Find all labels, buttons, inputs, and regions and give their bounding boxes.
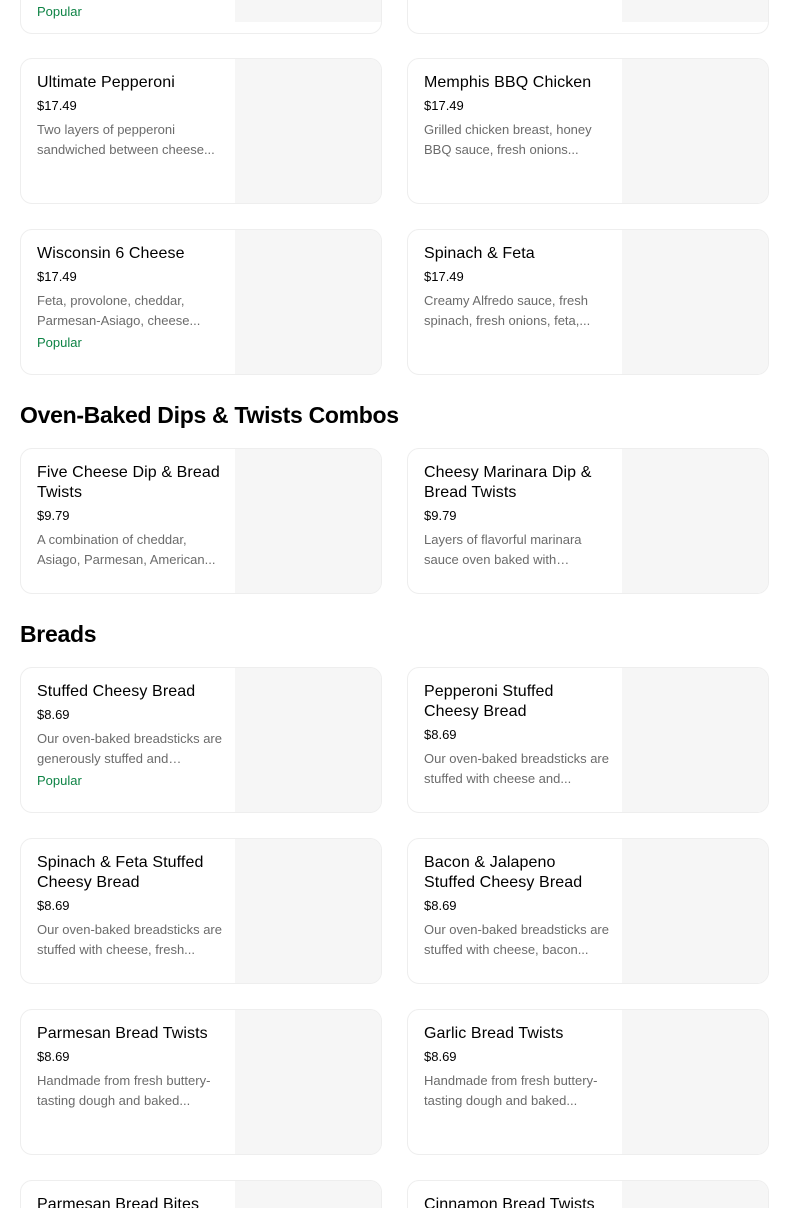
- section-title-dips-twists: Oven-Baked Dips & Twists Combos: [20, 402, 399, 428]
- item-price: $17.49: [37, 269, 77, 284]
- item-image-placeholder: [235, 59, 381, 203]
- item-description: Handmade from fresh buttery-tasting dough and baked...: [424, 1073, 598, 1108]
- item-image-placeholder: [622, 59, 768, 203]
- section-title-breads: Breads: [20, 621, 97, 647]
- item-title: Bacon & Jalapeno Stuffed Cheesy Bread: [424, 854, 583, 891]
- item-price: $8.69: [37, 707, 70, 722]
- menu-item-parmesan-bread-bites[interactable]: [20, 1180, 382, 1208]
- item-title: Parmesan Bread Twists: [37, 1025, 208, 1042]
- item-image-placeholder: [622, 839, 768, 983]
- menu-item-memphis-bbq-chicken[interactable]: [407, 58, 769, 204]
- item-image-placeholder: [235, 0, 381, 22]
- item-image-placeholder: [622, 0, 768, 22]
- menu-item-wisconsin-6-cheese[interactable]: [20, 229, 382, 375]
- item-price: $8.69: [424, 1049, 457, 1064]
- menu-item-cinnamon-bread-twists[interactable]: [407, 1180, 769, 1208]
- item-price: $17.49: [424, 98, 464, 113]
- menu-item-card[interactable]: [20, 0, 382, 34]
- item-title: Five Cheese Dip & Bread Twists: [37, 464, 220, 501]
- item-description: Creamy Alfredo sauce, fresh spinach, fresh onions, feta,...: [424, 293, 591, 328]
- menu-item-spinach-feta[interactable]: [407, 229, 769, 375]
- item-price: $8.69: [424, 727, 457, 742]
- item-image-placeholder: [622, 449, 768, 593]
- menu-item-pepperoni-stuffed-cheesy-bread[interactable]: [407, 667, 769, 813]
- item-description: Our oven-baked breadsticks are generously stuffed and: [37, 731, 222, 766]
- item-image-placeholder: [235, 668, 381, 812]
- menu-item-spinach-feta-stuffed-cheesy-bread[interactable]: [20, 838, 382, 984]
- item-price: $9.79: [37, 508, 70, 523]
- item-image-placeholder: [235, 1181, 381, 1208]
- item-description: Our oven-baked breadsticks are stuffed with cheese and...: [424, 751, 609, 786]
- item-description: Layers of flavorful marinara sauce oven baked with: [424, 532, 582, 567]
- popular-badge: Popular: [37, 335, 82, 350]
- item-image-placeholder: [622, 668, 768, 812]
- item-image-placeholder: [622, 1010, 768, 1154]
- item-title: Stuffed Cheesy Bread: [37, 683, 196, 700]
- item-description: Handmade from fresh buttery-tasting dough and baked...: [37, 1073, 211, 1108]
- popular-badge: Popular: [37, 773, 82, 788]
- item-price: $8.69: [424, 898, 457, 913]
- item-title: Pepperoni Stuffed Cheesy Bread: [424, 683, 554, 720]
- menu-item-five-cheese-dip[interactable]: [20, 448, 382, 594]
- item-title: Cinnamon Bread Twists: [424, 1196, 595, 1208]
- item-title: Cheesy Marinara Dip & Bread Twists: [424, 464, 592, 501]
- item-price: $8.69: [37, 1049, 70, 1064]
- item-description: Feta, provolone, cheddar, Parmesan-Asiago, cheese...: [37, 293, 201, 328]
- item-description: Our oven-baked breadsticks are stuffed with cheese, bacon...: [424, 922, 609, 957]
- item-title: Wisconsin 6 Cheese: [37, 245, 185, 262]
- item-image-placeholder: [235, 1010, 381, 1154]
- item-image-placeholder: [235, 839, 381, 983]
- item-title: Memphis BBQ Chicken: [424, 74, 592, 91]
- item-image-placeholder: [235, 449, 381, 593]
- menu-item-bacon-jalapeno-stuffed-cheesy-bread[interactable]: [407, 838, 769, 984]
- item-price: $8.69: [37, 898, 70, 913]
- item-title: Parmesan Bread Bites: [37, 1196, 200, 1208]
- item-description: Grilled chicken breast, honey BBQ sauce, fresh onions...: [424, 122, 592, 157]
- item-price: $9.79: [424, 508, 457, 523]
- item-image-placeholder: [622, 230, 768, 374]
- menu-item-cheesy-marinara-dip[interactable]: [407, 448, 769, 594]
- item-image-placeholder: [622, 1181, 768, 1208]
- item-title: Spinach & Feta Stuffed Cheesy Bread: [37, 854, 204, 891]
- item-description: A combination of cheddar, Asiago, Parmesan, American...: [37, 532, 216, 567]
- item-description: Our oven-baked breadsticks are stuffed with cheese, fresh...: [37, 922, 222, 957]
- item-price: $17.49: [37, 98, 77, 113]
- item-title: Spinach & Feta: [424, 245, 535, 262]
- menu-item-card[interactable]: [407, 0, 769, 34]
- menu-item-garlic-bread-twists[interactable]: [407, 1009, 769, 1155]
- item-price: $17.49: [424, 269, 464, 284]
- item-title: Garlic Bread Twists: [424, 1025, 564, 1042]
- menu-item-ultimate-pepperoni[interactable]: [20, 58, 382, 204]
- item-title: Ultimate Pepperoni: [37, 74, 175, 91]
- item-image-placeholder: [235, 230, 381, 374]
- item-description: Two layers of pepperoni sandwiched between cheese...: [37, 122, 215, 157]
- menu-item-parmesan-bread-twists[interactable]: [20, 1009, 382, 1155]
- popular-badge: Popular: [37, 4, 82, 19]
- menu-item-stuffed-cheesy-bread[interactable]: [20, 667, 382, 813]
